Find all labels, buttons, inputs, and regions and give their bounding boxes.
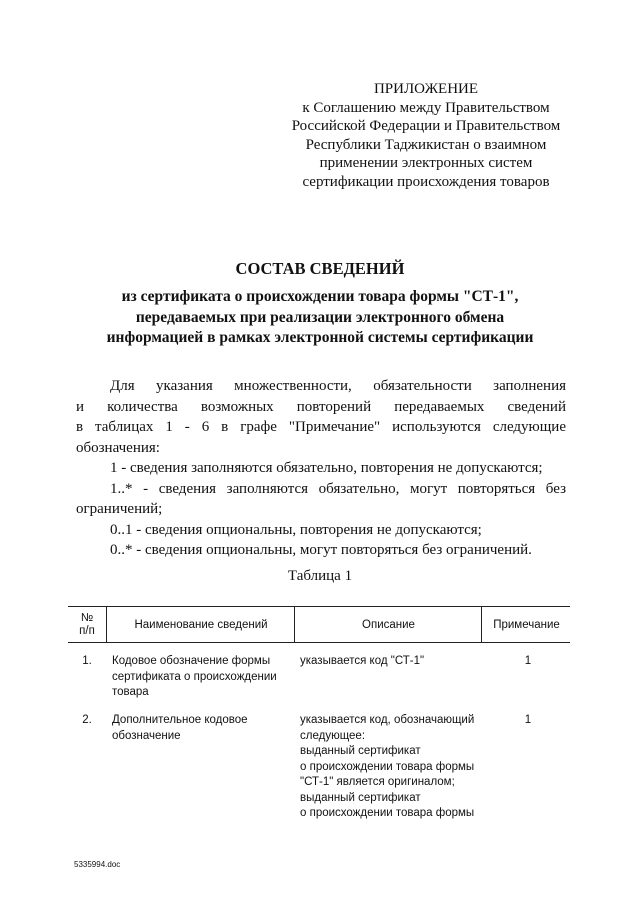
subtitle-line: передаваемых при реализации электронного обмена	[135, 308, 505, 326]
row-note: 1	[524, 655, 532, 667]
header-number-abbr: п/п	[79, 624, 95, 637]
row-note: 1	[524, 714, 532, 726]
table-caption: Таблица 1	[287, 568, 353, 584]
appendix-line: Российской Федерации и Правительством	[291, 118, 561, 134]
header-name: Наименование сведений	[106, 607, 295, 642]
notation-item: 1 - сведения заполняются обязательно, повторения не допускаются;	[110, 460, 543, 476]
header-note: Примечание	[481, 607, 571, 642]
notation-item-continuation: ограничений;	[76, 501, 163, 517]
table-header	[68, 606, 570, 643]
row-description: указывается код, обозначающий следующее: выданный сертификат о происхождении товара формы "СТ-1" является оригиналом; выданный сертификат о происхождении товара формы	[300, 714, 475, 819]
notation-item: 0..1 - сведения опциональны, повторения не допускаются;	[110, 521, 482, 538]
subtitle-line: из сертификата о происхождении товара формы "СТ-1",	[121, 288, 519, 305]
intro-line: Для указания множественности, обязательности заполнения	[110, 378, 566, 394]
intro-line: обозначения:	[76, 439, 160, 456]
appendix-line: к Соглашению между Правительством	[302, 99, 550, 116]
intro-paragraph	[76, 376, 566, 561]
appendix-line: Республики Таджикистан о взаимном	[305, 136, 547, 153]
row-name: Дополнительное кодовое обозначение	[112, 714, 248, 742]
document-title: СОСТАВ СВЕДЕНИЙ	[235, 259, 405, 278]
row-number: 1.	[82, 655, 92, 667]
header-number	[68, 607, 106, 642]
appendix-line: применении электронных систем	[319, 155, 533, 171]
row-description: указывается код "СТ-1"	[300, 655, 425, 667]
intro-line: и количества возможных повторений передаваемых сведений	[76, 398, 566, 415]
header-number-symbol: №	[80, 611, 94, 624]
notation-item: 1..* - сведения заполняются обязательно, могут повторяться без	[110, 480, 566, 497]
appendix-header	[270, 80, 582, 191]
subtitle-line: информацией в рамках электронной системы сертификации	[106, 329, 534, 346]
document-subtitle	[60, 287, 580, 349]
notation-item: 0..* - сведения опциональны, могут повторяться без ограничений.	[110, 542, 532, 558]
intro-line: в таблицах 1 - 6 в графе "Примечание" используются следующие	[76, 419, 566, 435]
row-name: Кодовое обозначение формы сертификата о происхождении товара	[112, 655, 277, 698]
file-reference: 5335994.doc	[74, 860, 121, 869]
appendix-line: ПРИЛОЖЕНИЕ	[373, 81, 479, 97]
appendix-line: сертификации происхождения товаров	[302, 173, 550, 190]
header-description: Описание	[294, 607, 482, 642]
row-number: 2.	[82, 714, 92, 726]
